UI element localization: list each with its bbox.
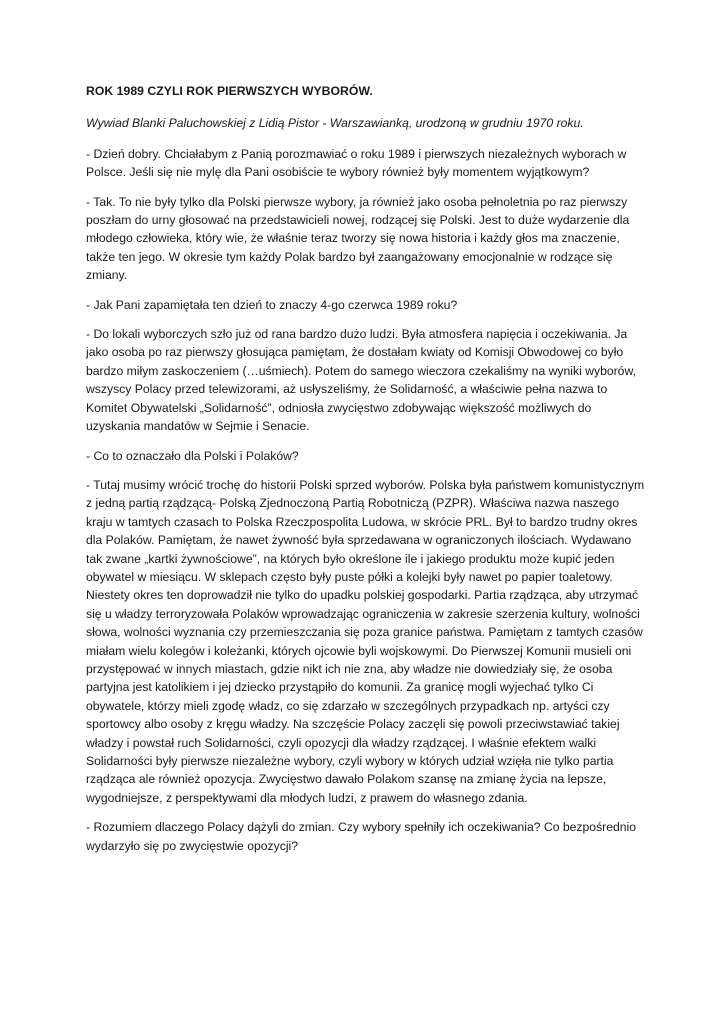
paragraph-expectations-question: - Rozumiem dlaczego Polacy dążyli do zmian. Czy wybory spełniły ich oczekiwania? Co bezpośrednio wydarzyło się po zwycięstwie opozycji?	[86, 820, 637, 853]
paragraph-greeting-question: - Dzień dobry. Chciałabym z Panią porozmawiać o roku 1989 i pierwszych niezależnych wyborach w Polsce. Jeśli się nie mylę dla Pani osobiście te wybory również były momentem wyjątkowym?	[86, 146, 627, 180]
paragraph-meaning-question: - Co to oznaczało dla Polski i Polaków?	[86, 448, 299, 463]
paragraph-june-4-question: - Jak Pani zapamiętała ten dzień to znaczy 4-go czerwca 1989 roku?	[86, 297, 458, 312]
document-subtitle: Wywiad Blanki Paluchowskiej z Lidią Pistor - Warszawianką, urodzoną w grudniu 1970 roku.	[86, 116, 584, 131]
document-body	[86, 82, 646, 866]
paragraph-history-answer: - Tutaj musimy wrócić trochę do historii Polski sprzed wyborów. Polska była państwem komunistycznym z jedną partią rządzącą- Polską Zjednoczoną Partią Robotniczą (PZPR). Właściwa nazwa naszego kraju w tamtych czasach to Polska Rzeczpospolita Ludowa, w skrócie PRL. Był to bardzo trudny okres dla Polaków. Pamiętam, że nawet żywność była sprzedawana w ograniczonych ilościach. Wydawano tak zwane „kartki żywnościowe”, na których było określone ile i jakiego produktu może kupić jeden obywatel w miesiącu. W sklepach często były puste półki a kolejki były nawet po papier toaletowy. Niestety okres ten doprowadził nie tylko do upadku polskiej gospodarki. Partia rządząca, aby utrzymać się u władzy terroryzowała Polaków wprowadzając ograniczenia w zakresie szerzenia kultury, wolności słowa, wolności wyznania czy przemieszczania się poza granice państwa. Pamiętam z tamtych czasów miałam wielu kolegów i koleżanki, których ojcowie byli wojskowymi. Do Pierwszej Komunii musieli oni przystępować w innych miastach, gdzie nikt ich nie zna, aby władze nie dowiedziały się, że osoba partyjna jest katolikiem i jej dziecko przystąpiło do komunii. Za granicę mogli wyjechać tylko Ci obywatele, którzy mieli zgodę władz, co się zdarzało w szczególnych przypadkach np. artyści czy sportowcy albo osoby z kręgu władzy. Na szczęście Polacy zaczęli się powoli przeciwstawiać takiej władzy i powstał ruch Solidarności, czyli opozycji dla władzy rządzącej. I właśnie efektem walki Solidarności były pierwsze niezależne wybory, czyli wybory w których udział wzięła nie tylko partia rządząca ale również opozycja. Zwycięstwo dawało Polakom szansę na zmianę życia na lepsze, wygodniejsze, z perspektywami dla młodych ludzi, z prawem do własnego zdania.	[86, 477, 645, 805]
paragraph-first-elections-answer: - Tak. To nie były tylko dla Polski pierwsze wybory, ja również jako osoba pełnoletnia po raz pierwszy poszłam do urny głosować na przedstawicieli nowej, rodzącej się Polski. Jest to duże wydarzenie dla młodego człowieka, który wie, że właśnie teraz tworzy się nowa historia i każdy głos ma znaczenie, także ten jego. W okresie tym każdy Polak bardzo był zaangażowany emocjonalnie w rodzące się zmiany.	[86, 194, 630, 283]
document-title: ROK 1989 CZYLI ROK PIERWSZYCH WYBORÓW.	[86, 84, 373, 98]
paragraph-election-day-answer: - Do lokali wyborczych szło już od rana bardzo dużo ludzi. Była atmosfera napięcia i oczekiwania. Ja jako osoba po raz pierwszy głosująca pamiętam, że dostałam kwiaty od Komisji Obwodowej co było bardzo miłym zaskoczeniem (…uśmiech). Potem do samego wieczora czekaliśmy na wyniki wyborów, wszyscy Polacy przed telewizorami, aż usłyszeliśmy, że Solidarność, a właściwie pełna nazwa to Komitet Obywatelski „Solidarność”, odniosła zwycięstwo zdobywając większość możliwych do uzyskania mandatów w Sejmie i Senacie.	[86, 327, 636, 434]
